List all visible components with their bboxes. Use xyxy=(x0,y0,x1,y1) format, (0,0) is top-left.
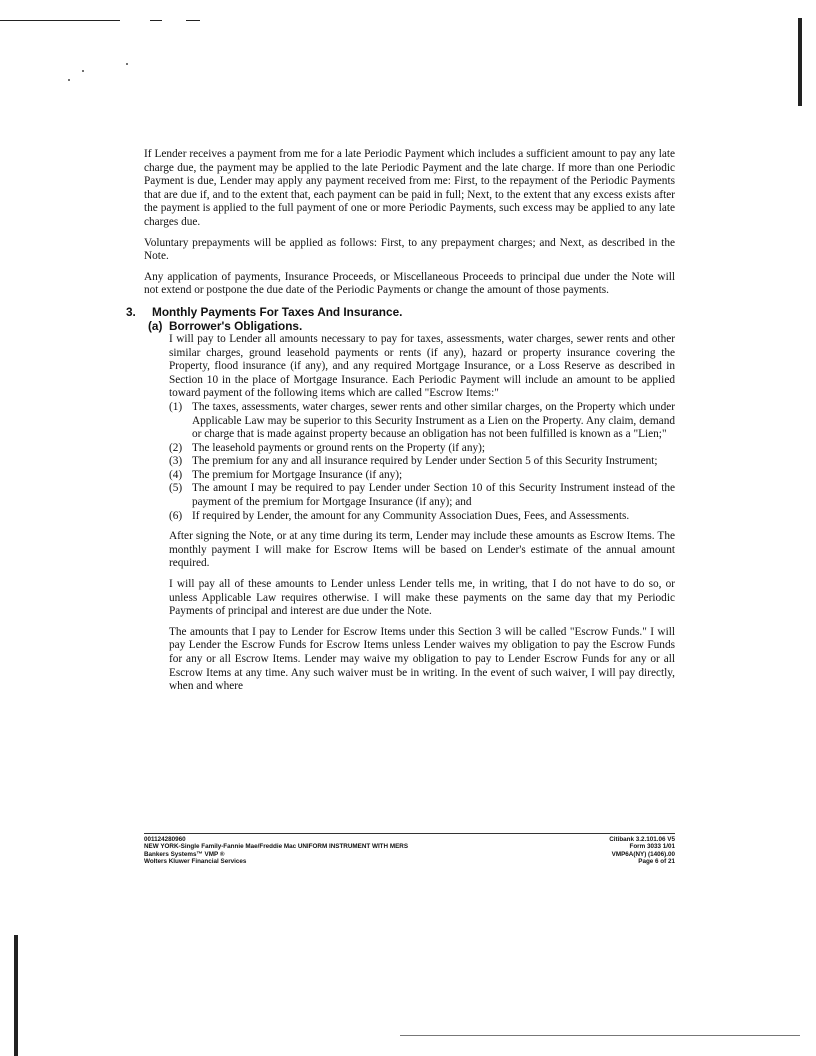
scan-artifact-dot xyxy=(126,63,128,65)
section-intro: I will pay to Lender all amounts necessary to pay for taxes, assessments, water charges, sewer rents and other similar charges, ground leasehold payments or rents (if any), hazard or property insurance covering the Property, flood insurance (if any), and any required Mortgage Insurance, or a Loss Reserve as described in Section 10 in the place of Mortgage Insurance. Each Periodic Payment will include an amount to be applied toward payment of the following items which are called "Escrow Items:" xyxy=(169,332,675,400)
list-item xyxy=(169,442,675,456)
vmp-code: VMP6A(NY) (1406).00 xyxy=(611,850,675,858)
list-item xyxy=(169,482,675,509)
subsection-title: Borrower's Obligations. xyxy=(169,318,303,333)
scan-artifact-dash xyxy=(150,20,162,21)
paragraph: Voluntary prepayments will be applied as follows: First, to any prepayment charges; and Next, as described in the Note. xyxy=(144,236,675,263)
scan-artifact-left-bar xyxy=(14,935,18,1056)
publisher-name: Wolters Kluwer Financial Services xyxy=(144,857,247,865)
section-title: Monthly Payments For Taxes And Insurance. xyxy=(152,304,403,319)
list-item xyxy=(169,401,675,442)
list-item xyxy=(169,469,675,483)
list-item-number: (4) xyxy=(169,468,183,481)
footer-right xyxy=(609,836,675,865)
paragraph: I will pay all of these amounts to Lender unless Lender tells me, in writing, that I do not have to do so, or unless Applicable Law requires otherwise. I will make these payments on the same day that my Periodic Payments of principal and interest are due under the Note. xyxy=(169,578,675,618)
scan-artifact-right-bar xyxy=(798,18,802,106)
list-item-text: The premium for any and all insurance required by Lender under Section 5 of this Security Instrument; xyxy=(192,455,658,468)
publisher-line: Bankers Systems™ VMP ® xyxy=(144,850,225,858)
subsection-heading xyxy=(148,319,675,333)
form-description: NEW YORK-Single Family-Fannie Mae/Freddie Mac UNIFORM INSTRUMENT WITH MERS xyxy=(144,843,409,851)
list-item-text: The premium for Mortgage Insurance (if any); xyxy=(192,468,403,481)
form-number: Form 3033 1/01 xyxy=(629,843,675,851)
list-item-number: (6) xyxy=(169,509,183,522)
loan-number: 001124280960 xyxy=(144,836,186,843)
list-item-text: If required by Lender, the amount for any Community Association Dues, Fees, and Assessments. xyxy=(192,509,630,522)
version-code: Citibank 3.2.101.06 V5 xyxy=(609,836,675,843)
list-item-text: The leasehold payments or ground rents on the Property (if any); xyxy=(192,441,486,454)
list-item xyxy=(169,510,675,524)
scan-artifact-bottom-line xyxy=(400,1035,800,1036)
scan-artifact-dot xyxy=(82,70,84,72)
paragraph: If Lender receives a payment from me for a late Periodic Payment which includes a sufficient amount to pay any late charge due, the payment may be applied to the late Periodic Payment and the late charge. If more than one Periodic Payment is due, Lender may apply any payment received from me: First, to the repayment of the Periodic Payments that are due if, and to the extent that, each payment can be paid in full; Next, to the extent that any excess exists after the payment is applied to the full payment of one or more Periodic Payments, such excess may be applied to any late charges due. xyxy=(144,148,675,228)
document-body xyxy=(126,148,675,701)
section-heading xyxy=(126,305,675,319)
list-item-number: (2) xyxy=(169,441,183,454)
scan-artifact-dash xyxy=(186,20,200,21)
list-item-text: The amount I may be required to pay Lender under Section 10 of this Security Instrument instead of the payment of the premium for Mortgage Insurance (if any); and xyxy=(192,482,675,509)
paragraph: The amounts that I pay to Lender for Escrow Items under this Section 3 will be called "Escrow Funds." I will pay Lender the Escrow Funds for Escrow Items unless Lender waives my obligation to pay the Escrow Funds for any or all Escrow Items. Lender may waive my obligation to pay to Lender Escrow Funds for any or all Escrow Items at any time. Any such waiver must be in writing. In the event of such waiver, I will pay directly, when and where xyxy=(169,625,675,693)
list-item-text: The taxes, assessments, water charges, sewer rents and other similar charges, on the Property which under Applicable Law may be superior to this Security Instrument as a Lien on the Property. Any claim, demand or charge that is made against property because an obligation has not been fulfilled is known as a "Lien;" xyxy=(192,400,675,441)
page-number: Page 6 of 21 xyxy=(638,857,675,865)
footer-divider xyxy=(144,833,675,834)
paragraph: After signing the Note, or at any time during its term, Lender may include these amounts as Escrow Items. The monthly payment I will make for Escrow Items will be based on Lender's estimate of the annual amount required. xyxy=(169,530,675,570)
section-number: 3. xyxy=(126,304,136,319)
escrow-items-list xyxy=(169,401,675,523)
scan-artifact-top-line xyxy=(0,20,120,21)
scan-artifact-dot xyxy=(68,79,70,81)
list-item xyxy=(169,455,675,469)
list-item-number: (1) xyxy=(169,400,183,413)
page-footer xyxy=(144,836,675,865)
footer-left xyxy=(144,836,408,865)
subsection-number: (a) xyxy=(148,318,163,333)
list-item-number: (3) xyxy=(169,455,183,468)
paragraph: Any application of payments, Insurance Proceeds, or Miscellaneous Proceeds to principal due under the Note will not extend or postpone the due date of the Periodic Payments or change the amount of those payments. xyxy=(144,270,675,297)
list-item-number: (5) xyxy=(169,482,183,495)
